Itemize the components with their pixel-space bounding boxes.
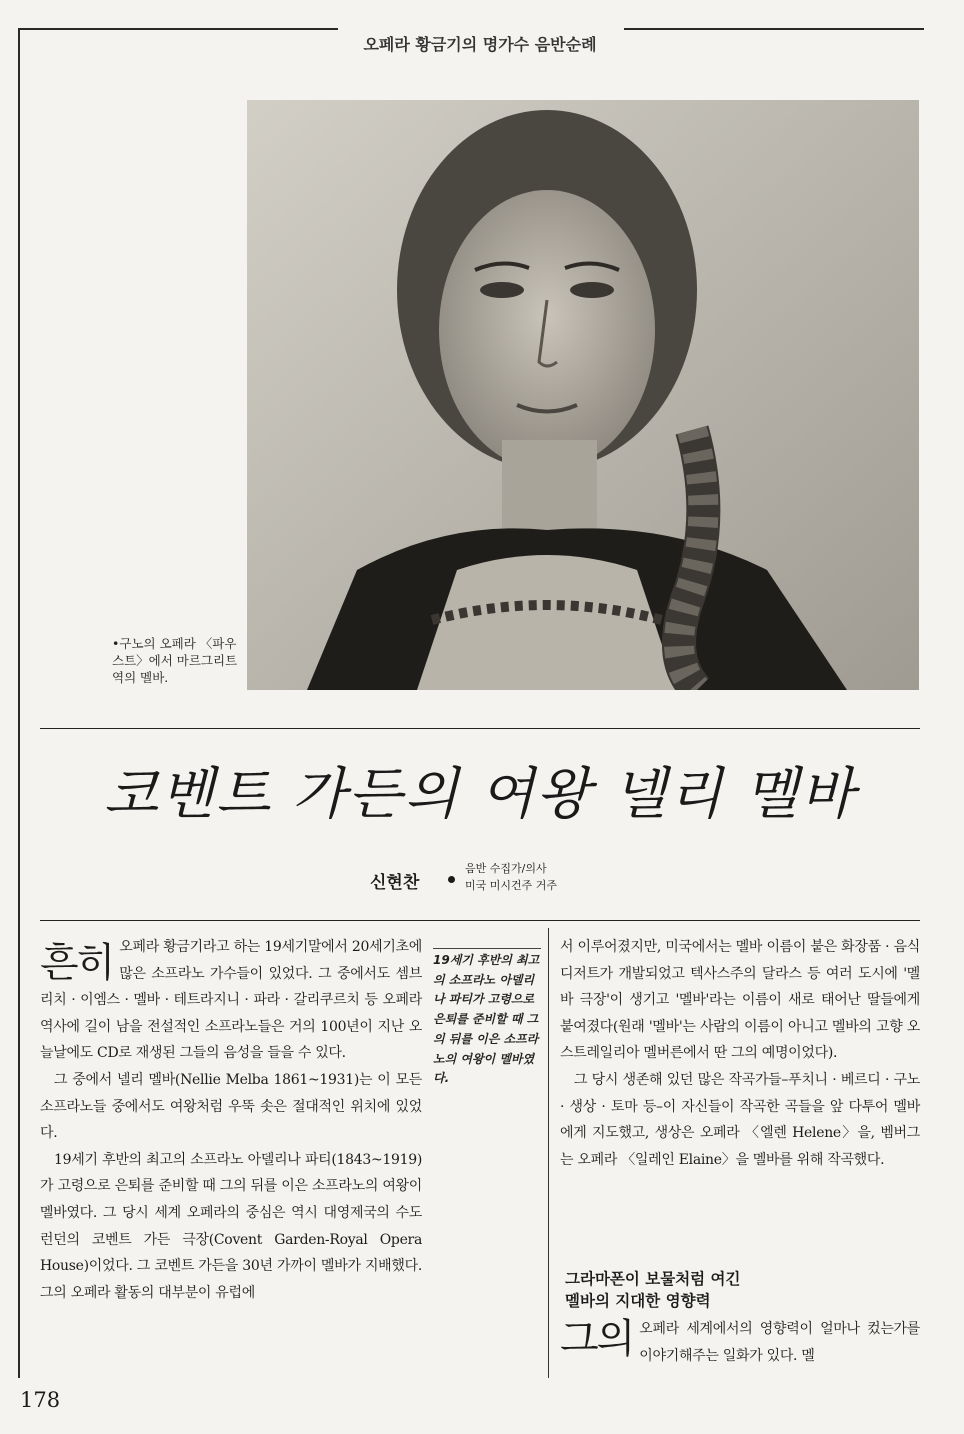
portrait-photo [247, 100, 919, 690]
article-title: 코벤트 가든의 여왕 넬리 멜바 [103, 762, 857, 827]
page-number: 178 [20, 1388, 61, 1412]
author-residence: 미국 미시건주 거주 [465, 879, 558, 892]
paragraph: 그 중에서 넬리 멜바(Nellie Melba 1861~1931)는 이 모든 소프라노들 중에서도 여왕처럼 우뚝 솟은 절대적인 위치에 있었다. [40, 1071, 422, 1142]
author-name: 신현찬 [370, 873, 420, 893]
author-bullet [448, 876, 455, 883]
article-column-2-continued [560, 1316, 920, 1369]
paragraph: 서 이루어졌지만, 미국에서는 멜바 이름이 붙은 화장품 · 음식 디저트가 개발되었고 텍사스주의 달라스 등 여러 도시에 '멜바 극장'이 생기고 '멜바'라는 이름이 새로 태어난 딸들에게 붙여졌다(원래 '멜바'는 사람의 이름이 아니고 멜바의 고향 오스트레일리아 멜버른에서 딴 그의 예명이었다). [560, 939, 920, 1062]
column-divider [548, 928, 549, 1378]
author-info [465, 860, 557, 894]
paragraph: 흔히 오페라 황금기라고 하는 19세기말에서 20세기초에 많은 소프라노 가수들이 있었다. 그 중에서도 셈브리치 · 이엠스 · 멜바 · 테트라지니 · 파라 · 갈리쿠르치 등 오페라 역사에 길이 남을 전설적인 소프라노들은 거의 100년이 지난 오늘날에도 CD로 재생된 그들의 음성을 들을 수 있다. [40, 939, 422, 1062]
title-rule-bottom [40, 920, 920, 921]
portrait-illustration [247, 100, 919, 690]
paragraph: 그의 오페라 세계에서의 영향력이 얼마나 컸는가를 이야기해주는 일화가 있다. 멜 [560, 1316, 920, 1364]
article-column-2 [560, 934, 920, 1173]
title-rule-top [40, 728, 920, 729]
paragraph: 그 당시 생존해 있던 많은 작곡가들–푸치니 · 베르디 · 구노 · 생상 · 토마 등–이 자신들이 작곡한 곡들을 앞 다투어 멜바에게 지도했고, 생상은 오페라 〈엘렌 Helene〉을, 벰버그는 오페라 〈일레인 Elaine〉을 멜바를 위해 작곡했다. [560, 1071, 920, 1168]
page-frame-top-right [624, 28, 924, 30]
subheading: 그라마폰이 보물처럼 여긴 멜바의 지대한 영향력 [565, 1270, 741, 1310]
photo-caption: •구노의 오페라 〈파우스트〉에서 마르그리트역의 멜바. [112, 636, 238, 685]
pull-quote: 19세기 후반의 최고의 소프라노 아델리나 파티가 고령으로 은퇴를 준비할 때 그의 뒤를 이은 소프라노의 여왕이 멜바였다. [433, 948, 541, 1089]
page-frame-top-left [18, 28, 338, 30]
author-role: 음반 수집가/의사 [465, 862, 547, 875]
drop-cap: 그의 [560, 1316, 634, 1362]
page-frame-left [18, 28, 20, 1378]
article-column-1 [40, 934, 422, 1306]
paragraph: 19세기 후반의 최고의 소프라노 아델리나 파티(1843~1919)가 고령으로 은퇴를 준비할 때 그의 뒤를 이은 소프라노의 여왕이 멜바였다. 그 당시 세계 오페라의 중심은 역시 대영제국의 수도 런던의 코벤트 가든 극장(Covent Garden-Royal Opera House)이었다. 그 코벤트 가든을 30년 가까이 멜바가 지배했다. 그의 오페라 활동의 대부분이 유럽에 [40, 1151, 422, 1301]
drop-cap: 흔히 [40, 940, 114, 986]
series-title: 오페라 황금기의 명가수 음반순례 [363, 35, 597, 54]
